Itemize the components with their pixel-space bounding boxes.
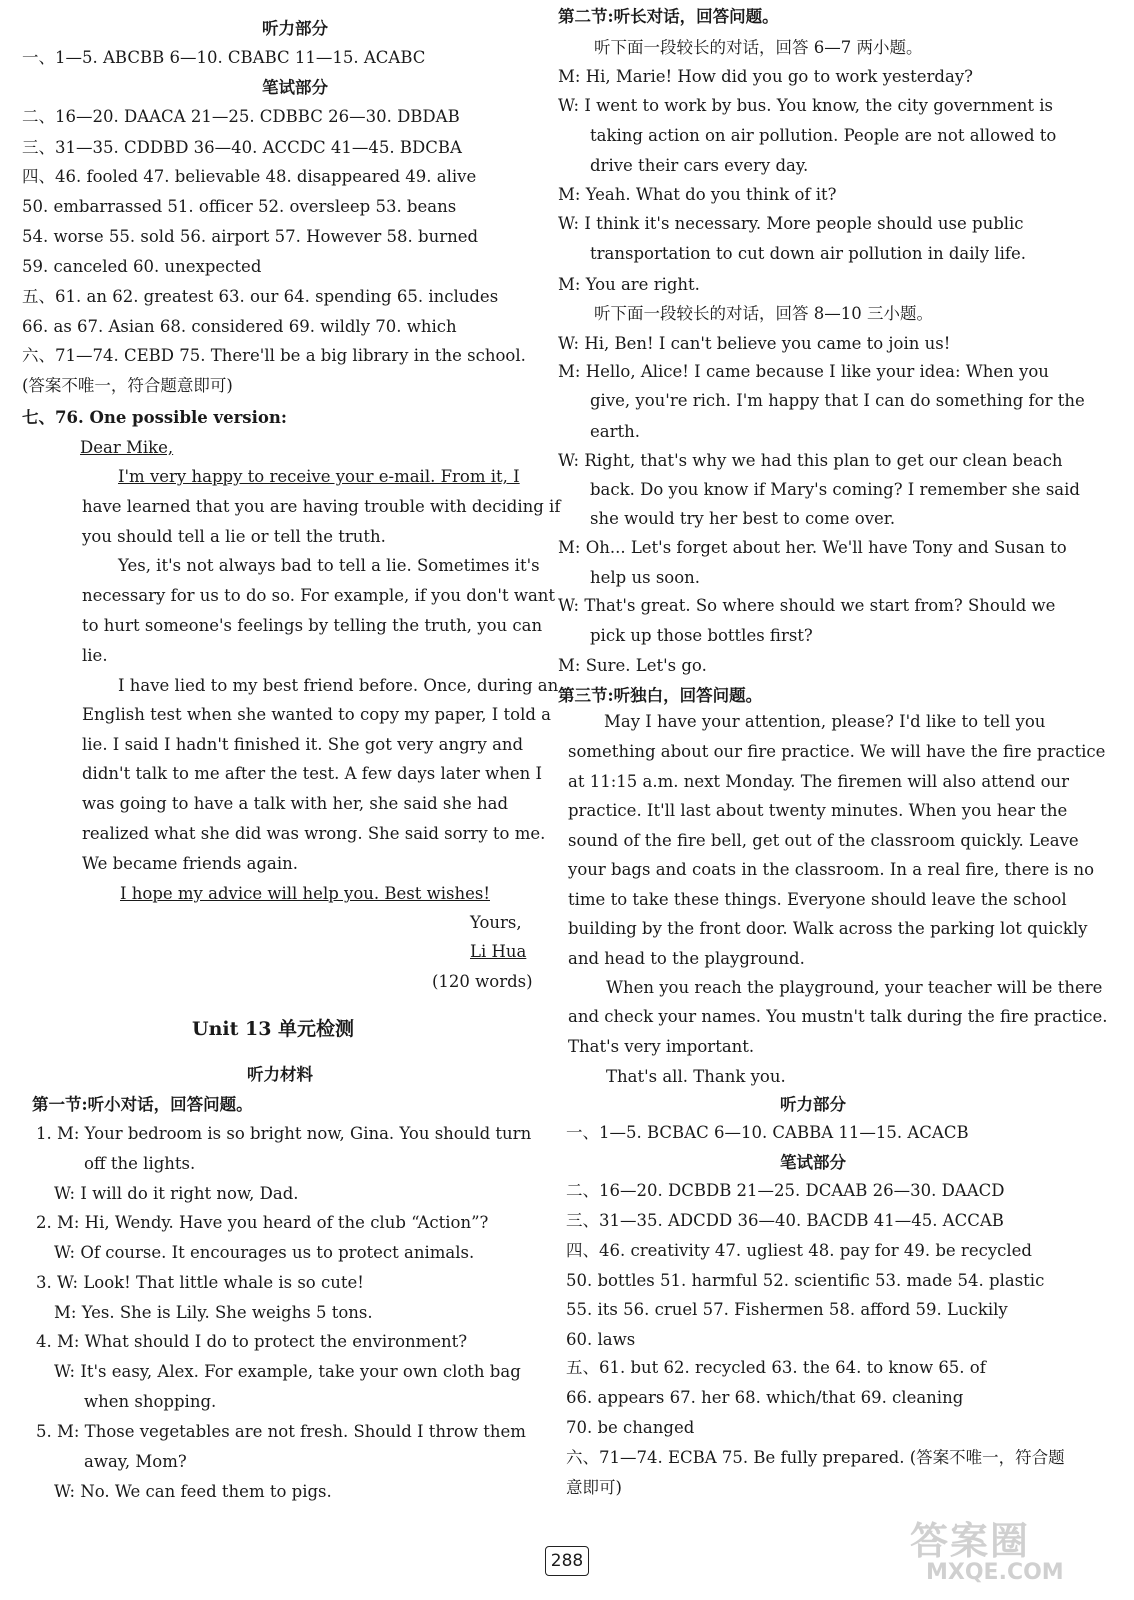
right-text-line: May I have your attention, please? I'd like to tell you (604, 712, 1046, 731)
left-text-line: 听力材料 (247, 1065, 313, 1084)
right-text-line: at 11:15 a.m. next Monday. The firemen will also attend our (568, 772, 1070, 791)
left-text-line: We became friends again. (82, 854, 299, 873)
left-text-line: 第一节:听小对话，回答问题。 (32, 1095, 253, 1114)
left-text-line: 二、16—20. DAACA 21—25. CDBBC 26—30. DBDAB (22, 107, 460, 126)
left-text-line: lie. I said I hadn't finished it. She got very angry and (82, 735, 524, 754)
left-text-line: Yours, (470, 913, 522, 932)
right-text-line: M: You are right. (558, 275, 700, 294)
left-text-line: English test when she wanted to copy my paper, I told a (82, 705, 552, 724)
left-text-line: W: No. We can feed them to pigs. (54, 1482, 332, 1501)
right-text-line: something about our fire practice. We will have the fire practice (568, 742, 1106, 761)
right-text-line: taking action on air pollution. People are not allowed to (590, 126, 1057, 145)
right-text-line: 三、31—35. ADCDD 36—40. BACDB 41—45. ACCAB (566, 1211, 1004, 1230)
right-text-line: practice. It'll last about twenty minutes. When you hear the (568, 801, 1068, 820)
left-text-line: I'm very happy to receive your e-mail. From it, I (118, 467, 520, 486)
left-text-line: I have lied to my best friend before. Once, during an (118, 676, 559, 695)
right-text-line: back. Do you know if Mary's coming? I remember she said (590, 480, 1080, 499)
left-text-line: 2. M: Hi, Wendy. Have you heard of the club “Action”? (36, 1213, 489, 1232)
left-text-line: 50. embarrassed 51. officer 52. oversleep 53. beans (22, 197, 457, 216)
right-text-line: 55. its 56. cruel 57. Fishermen 58. afford 59. Luckily (566, 1300, 1008, 1319)
right-text-line: 五、61. but 62. recycled 63. the 64. to know 65. of (566, 1358, 986, 1377)
left-text-line: off the lights. (84, 1154, 196, 1173)
right-text-line: 意即可) (566, 1478, 622, 1497)
left-text-line: Unit 13 单元检测 (192, 1018, 355, 1040)
right-text-line: 二、16—20. DCBDB 21—25. DCAAB 26—30. DAACD (566, 1181, 1005, 1200)
right-text-line: drive their cars every day. (590, 156, 809, 175)
right-text-line: W: That's great. So where should we start from? Should we (558, 596, 1056, 615)
left-text-line: lie. (82, 646, 108, 665)
left-text-line: (答案不唯一，符合题意即可) (22, 376, 233, 395)
right-text-line: earth. (590, 422, 640, 441)
right-text-line: That's very important. (568, 1037, 755, 1056)
watermark-url: MXQE.COM (926, 1560, 1064, 1585)
left-text-line: W: I will do it right now, Dad. (54, 1184, 299, 1203)
right-text-line: M: Sure. Let's go. (558, 656, 707, 675)
right-text-line: your bags and coats in the classroom. In a real fire, there is no (568, 860, 1095, 879)
left-text-line: 一、1—5. ABCBB 6—10. CBABC 11—15. ACABC (22, 48, 426, 67)
left-text-line: have learned that you are having trouble with deciding if (82, 497, 561, 516)
left-text-line: 四、46. fooled 47. believable 48. disappeared 49. alive (22, 167, 477, 186)
left-text-line: 听力部分 (262, 19, 328, 38)
left-text-line: 59. canceled 60. unexpected (22, 257, 262, 276)
right-text-line: and check your names. You mustn't talk during the fire practice. (568, 1007, 1108, 1026)
right-text-line: 60. laws (566, 1330, 636, 1349)
right-text-line: When you reach the playground, your teacher will be there (606, 978, 1103, 997)
left-text-line: was going to have a talk with her, she said she had (82, 794, 509, 813)
right-text-line: W: Hi, Ben! I can't believe you came to join us! (558, 334, 951, 353)
left-text-line: 4. M: What should I do to protect the environment? (36, 1332, 468, 1351)
right-text-line: 听下面一段较长的对话，回答 8—10 三小题。 (594, 304, 933, 323)
right-text-line: W: Right, that's why we had this plan to get our clean beach (558, 451, 1063, 470)
left-text-line: 5. M: Those vegetables are not fresh. Should I throw them (36, 1422, 526, 1441)
left-text-line: W: It's easy, Alex. For example, take your own cloth bag (54, 1362, 521, 1381)
left-text-line: 七、76. One possible version: (22, 408, 287, 427)
left-text-line: Li Hua (470, 942, 527, 961)
left-text-line: 六、71—74. CEBD 75. There'll be a big library in the school. (22, 346, 526, 365)
left-text-line: Dear Mike, (80, 438, 174, 457)
right-text-line: help us soon. (590, 568, 701, 587)
right-text-line: building by the front door. Walk across the parking lot quickly (568, 919, 1088, 938)
left-text-line: (120 words) (432, 972, 533, 991)
left-text-line: Yes, it's not always bad to tell a lie. Sometimes it's (118, 556, 540, 575)
left-text-line: 1. M: Your bedroom is so bright now, Gina. You should turn (36, 1124, 532, 1143)
right-text-line: transportation to cut down air pollution in daily life. (590, 244, 1027, 263)
right-text-line: W: I went to work by bus. You know, the city government is (558, 96, 1053, 115)
right-text-line: 70. be changed (566, 1418, 695, 1437)
left-text-line: didn't talk to me after the test. A few days later when I (82, 764, 542, 783)
left-text-line: 三、31—35. CDDBD 36—40. ACCDC 41—45. BDCBA (22, 138, 462, 157)
left-text-line: 笔试部分 (262, 78, 328, 97)
right-text-line: W: I think it's necessary. More people should use public (558, 214, 1024, 233)
right-text-line: That's all. Thank you. (606, 1067, 786, 1086)
left-text-line: realized what she did was wrong. She said sorry to me. (82, 824, 546, 843)
right-text-line: M: Oh... Let's forget about her. We'll have Tony and Susan to (558, 538, 1067, 557)
right-text-line: 笔试部分 (780, 1153, 846, 1172)
left-text-line: 66. as 67. Asian 68. considered 69. wildly 70. which (22, 317, 457, 336)
left-text-line: 54. worse 55. sold 56. airport 57. However 58. burned (22, 227, 479, 246)
left-text-line: 3. W: Look! That little whale is so cute! (36, 1273, 364, 1292)
right-text-line: sound of the fire bell, get out of the classroom quickly. Leave (568, 831, 1079, 850)
right-text-line: 听力部分 (780, 1095, 846, 1114)
left-text-line: away, Mom? (84, 1452, 187, 1471)
left-text-line: necessary for us to do so. For example, if you don't want (82, 586, 556, 605)
right-text-line: 50. bottles 51. harmful 52. scientific 53. made 54. plastic (566, 1271, 1045, 1290)
left-text-line: I hope my advice will help you. Best wishes! (120, 884, 490, 903)
left-text-line: 五、61. an 62. greatest 63. our 64. spending 65. includes (22, 287, 499, 306)
right-text-line: M: Hi, Marie! How did you go to work yesterday? (558, 67, 973, 86)
left-text-line: M: Yes. She is Lily. She weighs 5 tons. (54, 1303, 373, 1322)
right-text-line: 第三节:听独白，回答问题。 (558, 686, 763, 705)
right-text-line: and head to the playground. (568, 949, 805, 968)
page-number: 288 (545, 1546, 589, 1576)
right-text-line: 一、1—5. BCBAC 6—10. CABBA 11—15. ACACB (566, 1123, 969, 1142)
left-text-line: you should tell a lie or tell the truth. (82, 527, 386, 546)
right-text-line: pick up those bottles first? (590, 626, 813, 645)
left-text-line: when shopping. (84, 1392, 217, 1411)
right-text-line: 第二节:听长对话，回答问题。 (558, 7, 779, 26)
right-text-line: time to take these things. Everyone should leave the school (568, 890, 1067, 909)
watermark-logo (900, 1510, 1120, 1596)
right-text-line: 66. appears 67. her 68. which/that 69. cleaning (566, 1388, 964, 1407)
right-text-line: M: Hello, Alice! I came because I like your idea: When you (558, 362, 1049, 381)
right-text-line: give, you're rich. I'm happy that I can do something for the (590, 391, 1085, 410)
right-text-line: 四、46. creativity 47. ugliest 48. pay for 49. be recycled (566, 1241, 1032, 1260)
watermark-text: 答案圈 (910, 1519, 1031, 1563)
right-text-line: 听下面一段较长的对话，回答 6—7 两小题。 (594, 38, 923, 57)
left-text-line: W: Of course. It encourages us to protect animals. (54, 1243, 475, 1262)
right-text-line: 六、71—74. ECBA 75. Be fully prepared. (答案不唯一，符合题 (566, 1448, 1065, 1467)
right-text-line: M: Yeah. What do you think of it? (558, 185, 837, 204)
left-text-line: to hurt someone's feelings by telling the truth, you can (82, 616, 543, 635)
right-text-line: she would try her best to come over. (590, 509, 896, 528)
